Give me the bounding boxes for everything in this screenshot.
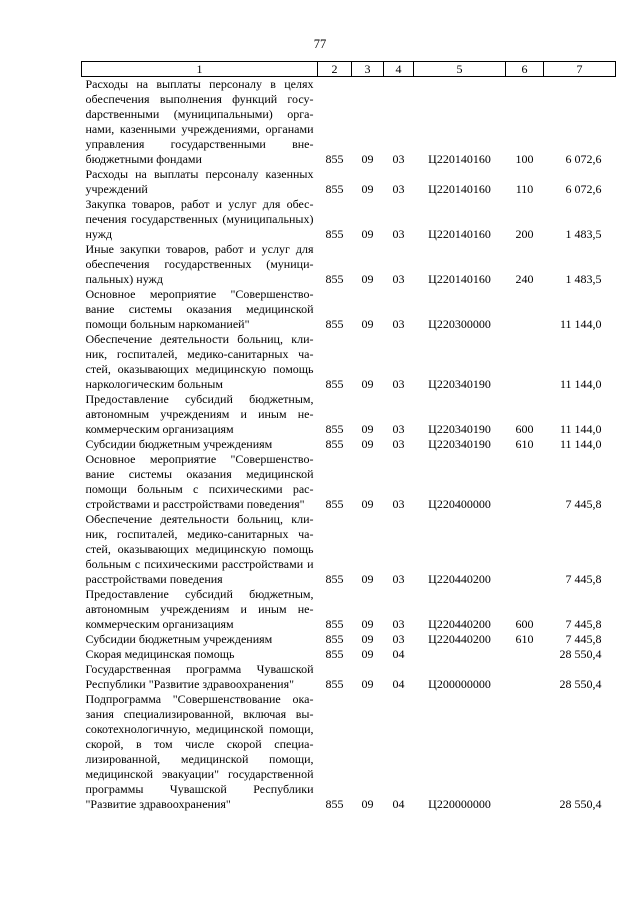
cell-expense-type: 200	[515, 227, 534, 241]
row-name: Иные закупки товаров, работ и услуг для обеспечения государственных (муниципальных) нужд	[85, 242, 314, 286]
cell-target-article: Ц220000000	[428, 797, 491, 811]
column-header: 6	[506, 62, 544, 77]
table-row	[82, 452, 616, 512]
row-name: Субсидии бюджетным учреждениям	[85, 437, 273, 451]
cell-subsection: 03	[392, 272, 405, 286]
cell-ministry: 855	[325, 317, 344, 331]
table-row	[82, 647, 616, 662]
cell-target-article: Ц220140160	[428, 152, 491, 166]
cell-section: 09	[361, 497, 374, 511]
cell-target-article: Ц220140160	[428, 272, 491, 286]
cell-ministry: 855	[325, 797, 344, 811]
cell-ministry: 855	[325, 647, 344, 661]
cell-amount: 7 445,8	[565, 617, 602, 631]
cell-section: 09	[361, 797, 374, 811]
cell-expense-type: 110	[515, 182, 534, 196]
cell-expense-type: 600	[515, 617, 534, 631]
cell-subsection: 03	[392, 152, 405, 166]
cell-expense-type: 240	[515, 272, 534, 286]
cell-target-article: Ц220340190	[428, 437, 491, 451]
cell-amount: 11 144,0	[559, 437, 602, 451]
cell-subsection: 04	[392, 797, 405, 811]
cell-section: 09	[361, 572, 374, 586]
page-number: 77	[313, 37, 327, 51]
table-row	[82, 242, 616, 287]
cell-amount: 6 072,6	[565, 152, 602, 166]
cell-expense-type: 610	[515, 632, 534, 646]
column-header: 7	[544, 62, 616, 77]
row-name: Подпрограмма "Совершенствование оказания специализированной, включая высокотехнологичную, медицинской помощи, скорой, в том числе скорой специализированной, медицинской помощи, медицинской эвакуации" государственной программы Чувашской Республики "Развитие здравоохранения"	[85, 692, 314, 811]
cell-ministry: 855	[325, 632, 344, 646]
cell-subsection: 03	[392, 572, 405, 586]
table-header-row	[82, 62, 616, 77]
row-name: Закупка товаров, работ и услуг для обеспечения государственных (муниципальных) нужд	[85, 197, 314, 241]
cell-section: 09	[361, 272, 374, 286]
cell-amount: 1 483,5	[565, 272, 602, 286]
cell-target-article: Ц220340190	[428, 377, 491, 391]
cell-ministry: 855	[325, 227, 344, 241]
table-row	[82, 437, 616, 452]
row-name: Основное мероприятие "Совершенствование системы оказания медицинской помощи больным с психическими расстройствами и расстройствами поведения"	[85, 452, 314, 511]
cell-subsection: 03	[392, 617, 405, 631]
row-name: Основное мероприятие "Совершенствование системы оказания медицинской помощи больным наркоманией"	[85, 287, 314, 331]
row-name: Обеспечение деятельности больниц, клиник, госпиталей, медико-санитарных частей, оказывающих медицинскую помощь больным с психическими расстройствами и расстройствами поведения	[85, 512, 314, 586]
cell-subsection: 04	[392, 677, 405, 691]
cell-subsection: 03	[392, 182, 405, 196]
cell-target-article: Ц200000000	[428, 677, 491, 691]
cell-expense-type	[506, 692, 544, 812]
table-row	[82, 692, 616, 812]
row-name: Предоставление субсидий бюджетным, автономным учреждениям и иным некоммерческим организациям	[85, 587, 314, 631]
cell-ministry: 855	[325, 377, 344, 391]
cell-expense-type	[506, 662, 544, 692]
cell-ministry: 855	[325, 497, 344, 511]
row-name: Государственная программа Чувашской Республики "Развитие здравоохранения"	[85, 662, 314, 691]
table-row	[82, 392, 616, 437]
cell-ministry: 855	[325, 617, 344, 631]
cell-subsection: 03	[392, 437, 405, 451]
table-row	[82, 197, 616, 242]
row-name: Расходы на выплаты персоналу в целях обеспечения выполнения функций госуdарственными (муниципальными) органами, казенными учреждениями, органами управления государственными внебюджетными фондами	[85, 77, 314, 166]
cell-subsection: 04	[392, 647, 405, 661]
cell-amount: 28 550,4	[559, 647, 602, 661]
table-row	[82, 287, 616, 332]
cell-target-article: Ц220340190	[428, 422, 491, 436]
cell-subsection: 03	[392, 377, 405, 391]
row-name: Субсидии бюджетным учреждениям	[85, 632, 273, 646]
row-name: Скорая медицинская помощь	[85, 647, 235, 661]
column-header: 2	[318, 62, 352, 77]
cell-section: 09	[361, 437, 374, 451]
row-name: Обеспечение деятельности больниц, клиник, госпиталей, медико-санитарных частей, оказывающих медицинскую помощь наркологическим больным	[85, 332, 314, 391]
cell-ministry: 855	[325, 182, 344, 196]
cell-expense-type: 610	[515, 437, 534, 451]
cell-section: 09	[361, 377, 374, 391]
cell-expense-type	[506, 332, 544, 392]
row-name: Предоставление субсидий бюджетным, автономным учреждениям и иным некоммерческим организациям	[85, 392, 314, 436]
cell-target-article: Ц220440200	[428, 572, 491, 586]
cell-section: 09	[361, 617, 374, 631]
cell-expense-type	[506, 287, 544, 332]
row-name: Расходы на выплаты персоналу казенных учреждений	[85, 167, 314, 196]
column-header: 5	[414, 62, 506, 77]
cell-amount: 11 144,0	[559, 377, 602, 391]
cell-subsection: 03	[392, 632, 405, 646]
cell-amount: 7 445,8	[565, 632, 602, 646]
cell-amount: 11 144,0	[559, 317, 602, 331]
cell-section: 09	[361, 317, 374, 331]
table-row	[82, 632, 616, 647]
cell-expense-type: 600	[515, 422, 534, 436]
cell-section: 09	[361, 152, 374, 166]
column-header: 3	[352, 62, 384, 77]
cell-target-article: Ц220140160	[428, 227, 491, 241]
cell-subsection: 03	[392, 422, 405, 436]
cell-section: 09	[361, 422, 374, 436]
cell-target-article: Ц220440200	[428, 617, 491, 631]
cell-expense-type: 100	[515, 152, 534, 166]
cell-ministry: 855	[325, 437, 344, 451]
table-row	[82, 332, 616, 392]
cell-target-article: Ц220300000	[428, 317, 491, 331]
table-row	[82, 167, 616, 197]
cell-amount: 28 550,4	[559, 797, 602, 811]
cell-target-article	[414, 647, 506, 662]
cell-ministry: 855	[325, 677, 344, 691]
cell-subsection: 03	[392, 317, 405, 331]
cell-target-article: Ц220440200	[428, 632, 491, 646]
table-row	[82, 512, 616, 587]
cell-amount: 1 483,5	[565, 227, 602, 241]
cell-expense-type	[506, 452, 544, 512]
cell-ministry: 855	[325, 422, 344, 436]
cell-section: 09	[361, 182, 374, 196]
cell-amount: 7 445,8	[565, 497, 602, 511]
cell-target-article: Ц220140160	[428, 182, 491, 196]
cell-amount: 11 144,0	[559, 422, 602, 436]
cell-amount: 6 072,6	[565, 182, 602, 196]
column-header: 4	[384, 62, 414, 77]
cell-expense-type	[506, 647, 544, 662]
table-row	[82, 662, 616, 692]
cell-expense-type	[506, 512, 544, 587]
table-row	[82, 587, 616, 632]
cell-section: 09	[361, 677, 374, 691]
cell-target-article: Ц220400000	[428, 497, 491, 511]
cell-amount: 28 550,4	[559, 677, 602, 691]
budget-table	[81, 61, 616, 812]
cell-ministry: 855	[325, 572, 344, 586]
cell-section: 09	[361, 227, 374, 241]
cell-subsection: 03	[392, 227, 405, 241]
cell-amount: 7 445,8	[565, 572, 602, 586]
column-header: 1	[82, 62, 318, 77]
cell-ministry: 855	[325, 272, 344, 286]
cell-section: 09	[361, 647, 374, 661]
cell-subsection: 03	[392, 497, 405, 511]
table-row	[82, 77, 616, 168]
cell-section: 09	[361, 632, 374, 646]
cell-ministry: 855	[325, 152, 344, 166]
